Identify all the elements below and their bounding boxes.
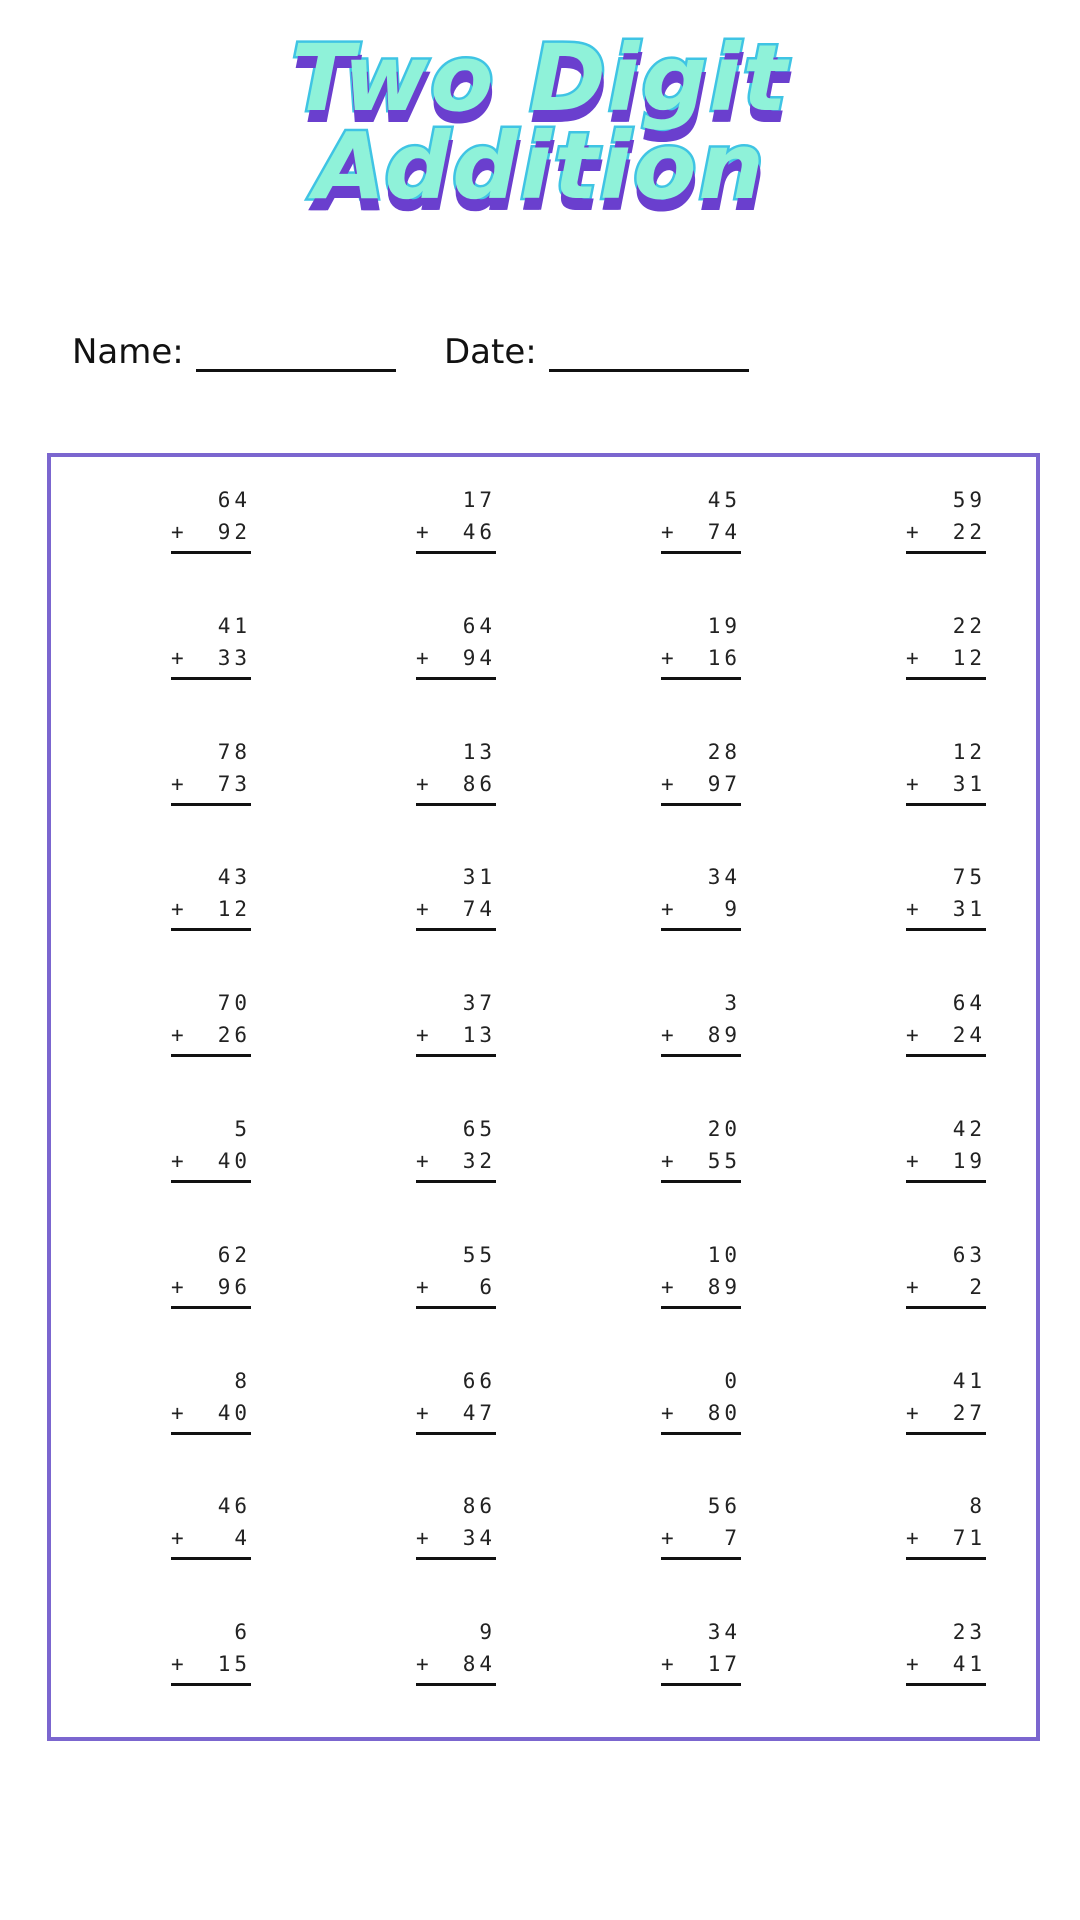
- problem-bottom-number: 89: [707, 1274, 741, 1299]
- problem-top-number: 65: [462, 1117, 496, 1141]
- answer-line: [416, 803, 496, 806]
- addition-problem: [416, 611, 496, 681]
- answer-line: [906, 1557, 986, 1560]
- problems-box: [47, 453, 1040, 1741]
- answer-line: [906, 803, 986, 806]
- addition-problem: [661, 611, 741, 681]
- problem-top-number: 28: [707, 739, 741, 764]
- addition-problem: [906, 988, 986, 1058]
- addition-problem: [661, 988, 741, 1058]
- problem-top-number: 23: [952, 1620, 986, 1645]
- problem-top-number: 75: [952, 865, 986, 890]
- plus-sign: +: [171, 1274, 188, 1299]
- answer-line: [661, 1306, 741, 1309]
- plus-sign: +: [906, 1400, 923, 1425]
- problem-top-number: 17: [462, 488, 496, 512]
- problem-top-number: 56: [707, 1494, 741, 1519]
- problem-bottom-number: 24: [952, 1023, 986, 1048]
- plus-sign: +: [171, 771, 188, 796]
- problem-bottom-number: 47: [462, 1400, 496, 1425]
- answer-line: [171, 677, 251, 680]
- worksheet-title-line-2: Addition: [314, 113, 766, 220]
- addition-problem: [416, 862, 496, 932]
- addition-problem: [661, 862, 741, 932]
- addition-problem: [171, 862, 251, 932]
- plus-sign: +: [171, 1149, 188, 1173]
- problem-top-number: 19: [707, 613, 741, 638]
- addition-problem: [416, 1240, 496, 1310]
- problem-top-number: 12: [952, 739, 986, 764]
- answer-line: [171, 928, 251, 931]
- problem-bottom-number: 12: [952, 645, 986, 670]
- problem-bottom-number: 13: [462, 1023, 496, 1048]
- problem-top-number: 5: [234, 1117, 251, 1141]
- problem-top-number: 64: [217, 488, 251, 512]
- problem-top-number: 70: [217, 991, 251, 1016]
- plus-sign: +: [906, 645, 923, 670]
- problem-bottom-number: 97: [707, 771, 741, 796]
- addition-problem: [416, 1366, 496, 1436]
- problem-top-number: 42: [952, 1117, 986, 1141]
- addition-problem: [171, 1491, 251, 1561]
- addition-problem: [906, 485, 986, 555]
- addition-problem: [661, 1491, 741, 1561]
- plus-sign: +: [171, 1526, 188, 1551]
- plus-sign: +: [661, 897, 678, 922]
- problem-bottom-number: 74: [707, 520, 741, 544]
- problem-top-number: 13: [462, 739, 496, 764]
- plus-sign: +: [416, 1023, 433, 1048]
- problem-top-number: 62: [217, 1242, 251, 1267]
- plus-sign: +: [416, 1652, 433, 1677]
- answer-line: [416, 677, 496, 680]
- addition-problem: [661, 1114, 741, 1184]
- problem-top-number: 59: [952, 488, 986, 512]
- problem-top-number: 86: [462, 1494, 496, 1519]
- answer-line: [171, 1432, 251, 1435]
- problem-top-number: 45: [707, 488, 741, 512]
- answer-line: [171, 803, 251, 806]
- plus-sign: +: [906, 897, 923, 922]
- problem-bottom-number: 27: [952, 1400, 986, 1425]
- addition-problem: [906, 862, 986, 932]
- addition-problem: [171, 1240, 251, 1310]
- addition-problem: [416, 988, 496, 1058]
- problem-top-number: 8: [969, 1494, 986, 1519]
- plus-sign: +: [661, 645, 678, 670]
- problem-bottom-number: 40: [217, 1400, 251, 1425]
- plus-sign: +: [171, 645, 188, 670]
- plus-sign: +: [171, 1023, 188, 1048]
- problem-top-number: 10: [707, 1242, 741, 1267]
- worksheet-title-line-1: Two Digit: [291, 25, 789, 132]
- problem-top-number: 43: [217, 865, 251, 890]
- plus-sign: +: [906, 771, 923, 796]
- problem-bottom-number: 34: [462, 1526, 496, 1551]
- answer-line: [661, 1432, 741, 1435]
- plus-sign: +: [416, 1526, 433, 1551]
- addition-problem: [906, 1240, 986, 1310]
- problem-bottom-number: 9: [724, 897, 741, 922]
- addition-problem: [416, 1617, 496, 1687]
- addition-problem: [416, 485, 496, 555]
- plus-sign: +: [416, 520, 433, 544]
- addition-problem: [661, 1240, 741, 1310]
- addition-problem: [906, 611, 986, 681]
- plus-sign: +: [416, 645, 433, 670]
- answer-line: [416, 928, 496, 931]
- problem-top-number: 78: [217, 739, 251, 764]
- answer-line: [171, 1180, 251, 1183]
- problem-top-number: 3: [724, 991, 741, 1016]
- answer-line: [416, 1180, 496, 1183]
- addition-problem: [661, 737, 741, 807]
- addition-problem: [171, 1114, 251, 1184]
- plus-sign: +: [416, 1149, 433, 1173]
- addition-problem: [906, 1617, 986, 1687]
- answer-line: [416, 1054, 496, 1057]
- problem-bottom-number: 2: [969, 1274, 986, 1299]
- date-field: [444, 322, 749, 372]
- addition-problem: [171, 485, 251, 555]
- problem-bottom-number: 71: [952, 1526, 986, 1551]
- problem-bottom-number: 32: [462, 1149, 496, 1173]
- problem-top-number: 20: [707, 1117, 741, 1141]
- plus-sign: +: [171, 1400, 188, 1425]
- problem-top-number: 46: [217, 1494, 251, 1519]
- problem-bottom-number: 73: [217, 771, 251, 796]
- problem-bottom-number: 94: [462, 645, 496, 670]
- answer-line: [661, 1683, 741, 1686]
- addition-problem: [661, 485, 741, 555]
- addition-problem: [171, 1366, 251, 1436]
- problem-top-number: 22: [952, 613, 986, 638]
- problem-top-number: 34: [707, 1620, 741, 1645]
- plus-sign: +: [661, 1526, 678, 1551]
- addition-problem: [661, 1617, 741, 1687]
- answer-line: [416, 1683, 496, 1686]
- problem-bottom-number: 55: [707, 1149, 741, 1173]
- answer-line: [661, 551, 741, 554]
- answer-line: [906, 1306, 986, 1309]
- addition-problem: [906, 1491, 986, 1561]
- problem-top-number: 64: [462, 613, 496, 638]
- problem-bottom-number: 26: [217, 1023, 251, 1048]
- problem-bottom-number: 31: [952, 771, 986, 796]
- answer-line: [171, 1683, 251, 1686]
- date-label: Date:: [444, 332, 537, 372]
- answer-line: [906, 677, 986, 680]
- answer-line: [661, 677, 741, 680]
- addition-problem: [416, 1114, 496, 1184]
- plus-sign: +: [661, 1274, 678, 1299]
- problems-grid: [51, 457, 1036, 1737]
- problem-top-number: 37: [462, 991, 496, 1016]
- answer-line: [906, 551, 986, 554]
- problem-bottom-number: 16: [707, 645, 741, 670]
- problem-bottom-number: 19: [952, 1149, 986, 1173]
- problem-bottom-number: 84: [462, 1652, 496, 1677]
- plus-sign: +: [906, 1526, 923, 1551]
- problem-bottom-number: 15: [217, 1652, 251, 1677]
- answer-line: [416, 1557, 496, 1560]
- answer-line: [171, 1306, 251, 1309]
- plus-sign: +: [661, 771, 678, 796]
- problem-bottom-number: 31: [952, 897, 986, 922]
- addition-problem: [171, 1617, 251, 1687]
- answer-line: [661, 1557, 741, 1560]
- plus-sign: +: [171, 1652, 188, 1677]
- plus-sign: +: [906, 1023, 923, 1048]
- plus-sign: +: [661, 520, 678, 544]
- problem-bottom-number: 6: [479, 1274, 496, 1299]
- answer-line: [416, 1306, 496, 1309]
- plus-sign: +: [906, 1149, 923, 1173]
- problem-bottom-number: 41: [952, 1652, 986, 1677]
- problem-top-number: 41: [952, 1368, 986, 1393]
- name-blank-line[interactable]: [196, 331, 396, 372]
- addition-problem: [906, 737, 986, 807]
- problem-top-number: 31: [462, 865, 496, 890]
- date-blank-line[interactable]: [549, 331, 749, 372]
- plus-sign: +: [906, 520, 923, 544]
- problem-top-number: 34: [707, 865, 741, 890]
- problem-bottom-number: 17: [707, 1652, 741, 1677]
- answer-line: [906, 1432, 986, 1435]
- problem-top-number: 0: [724, 1368, 741, 1393]
- plus-sign: +: [416, 771, 433, 796]
- plus-sign: +: [661, 1400, 678, 1425]
- plus-sign: +: [416, 1274, 433, 1299]
- name-field: [72, 322, 396, 372]
- answer-line: [416, 1432, 496, 1435]
- answer-line: [171, 1054, 251, 1057]
- plus-sign: +: [906, 1652, 923, 1677]
- answer-line: [661, 803, 741, 806]
- plus-sign: +: [661, 1149, 678, 1173]
- problem-bottom-number: 74: [462, 897, 496, 922]
- addition-problem: [171, 611, 251, 681]
- plus-sign: +: [416, 1400, 433, 1425]
- plus-sign: +: [661, 1023, 678, 1048]
- problem-top-number: 6: [234, 1620, 251, 1645]
- problem-bottom-number: 4: [234, 1526, 251, 1551]
- plus-sign: +: [906, 1274, 923, 1299]
- addition-problem: [906, 1366, 986, 1436]
- problem-top-number: 63: [952, 1242, 986, 1267]
- addition-problem: [171, 988, 251, 1058]
- addition-problem: [906, 1114, 986, 1184]
- problem-bottom-number: 22: [952, 520, 986, 544]
- addition-problem: [171, 737, 251, 807]
- problem-top-number: 9: [479, 1620, 496, 1645]
- problem-top-number: 66: [462, 1368, 496, 1393]
- problem-top-number: 55: [462, 1242, 496, 1267]
- plus-sign: +: [661, 1652, 678, 1677]
- problem-bottom-number: 86: [462, 771, 496, 796]
- plus-sign: +: [416, 897, 433, 922]
- problem-top-number: 64: [952, 991, 986, 1016]
- problem-bottom-number: 80: [707, 1400, 741, 1425]
- problem-bottom-number: 96: [217, 1274, 251, 1299]
- problem-top-number: 41: [217, 613, 251, 638]
- name-label: Name:: [72, 332, 184, 372]
- answer-line: [661, 1054, 741, 1057]
- problem-bottom-number: 40: [217, 1149, 251, 1173]
- answer-line: [906, 1180, 986, 1183]
- answer-line: [906, 1683, 986, 1686]
- plus-sign: +: [171, 897, 188, 922]
- answer-line: [906, 1054, 986, 1057]
- problem-bottom-number: 89: [707, 1023, 741, 1048]
- answer-line: [171, 1557, 251, 1560]
- addition-problem: [416, 1491, 496, 1561]
- addition-problem: [661, 1366, 741, 1436]
- answer-line: [661, 928, 741, 931]
- answer-line: [171, 551, 251, 554]
- problem-bottom-number: 7: [724, 1526, 741, 1551]
- problem-top-number: 8: [234, 1368, 251, 1393]
- addition-problem: [416, 737, 496, 807]
- problem-bottom-number: 12: [217, 897, 251, 922]
- problem-bottom-number: 46: [462, 520, 496, 544]
- problem-bottom-number: 92: [217, 520, 251, 544]
- answer-line: [416, 551, 496, 554]
- answer-line: [906, 928, 986, 931]
- problem-bottom-number: 33: [217, 645, 251, 670]
- plus-sign: +: [171, 520, 188, 544]
- answer-line: [661, 1180, 741, 1183]
